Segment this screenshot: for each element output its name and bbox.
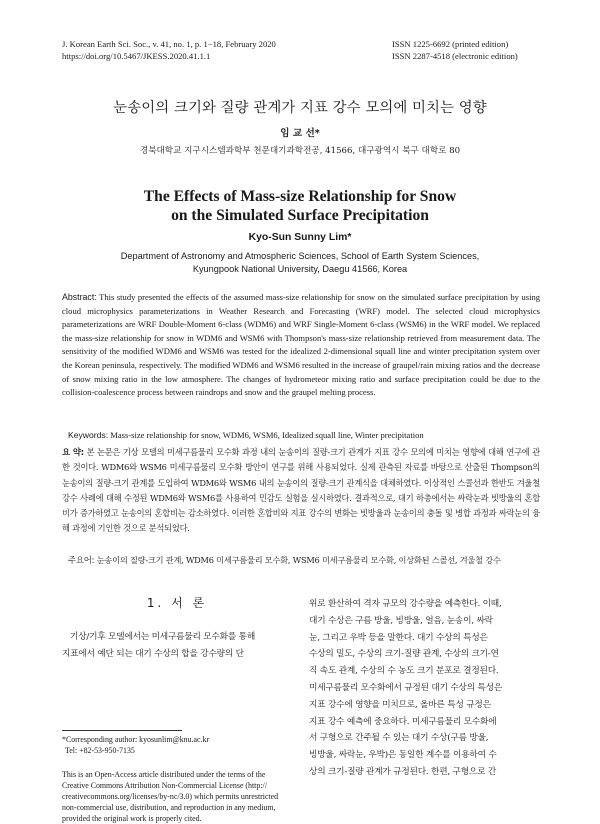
issn-electronic: ISSN 2287-4518 (electronic edition) — [392, 51, 518, 61]
body-line: 서 구형으로 간주될 수 있는 대기 수상(구름 방울, — [309, 733, 489, 744]
author-tel: Tel: +82-53-950-7135 — [65, 746, 135, 755]
korean-title: 눈송이의 크기와 질량 관계가 지표 강수 모의에 미치는 영향 — [113, 100, 487, 116]
corresponding-footnote — [62, 734, 292, 756]
license-line: This is an Open-Access article distributed under the terms of the — [62, 770, 266, 779]
body-line: 수상의 밀도, 수상의 크기-질량 관계, 수상의 크기-연 — [309, 649, 499, 660]
abstract-label: Abstract: — [62, 292, 97, 302]
license-line: Creative Commons Attribution Non-Commercial License (http:// — [62, 781, 267, 790]
corresponding-author: *Corresponding author: kyosunlim@knu.ac.kr — [62, 735, 210, 744]
keywords-label: Keywords: — [68, 430, 109, 440]
body-line: 직 속도 관계, 수상의 수 농도 크기 분포로 결정된다. — [309, 666, 499, 677]
english-keywords — [68, 430, 538, 440]
journal-header — [62, 38, 276, 62]
body-right-column — [309, 596, 539, 781]
footnote-divider — [62, 730, 182, 731]
license-line: creativecommons.org/licenses/by-nc/3.0) which permits unrestricted — [62, 792, 279, 801]
english-title — [0, 188, 600, 225]
english-title-line-1: The Effects of Mass-size Relationship for Snow — [143, 188, 457, 205]
body-line: 대기 수상은 구름 방울, 빙방울, 얼음, 눈송이, 싸락 — [309, 615, 493, 626]
journal-citation: J. Korean Earth Sci. Soc., v. 41, no. 1, p. 1−18, February 2020 — [62, 39, 276, 49]
body-line: 빙방울, 싸락눈, 우박)은 동일한 계수를 이용하여 수 — [309, 750, 497, 761]
body-line: 미세구름물리 모수화에서 규정된 대기 수상의 특성은 — [309, 682, 503, 693]
section-heading-introduction: 1. 서 론 — [146, 596, 208, 610]
body-line: 상의 크기-질량 관계가 규정된다. 한편, 구형으로 간 — [309, 766, 497, 777]
korean-keywords-label: 주요어: — [68, 555, 95, 565]
korean-abstract — [62, 445, 540, 537]
body-left-column — [62, 629, 292, 663]
english-affiliation — [0, 250, 600, 276]
english-title-line-2: on the Simulated Surface Precipitation — [171, 206, 429, 224]
abstract-text: This study presented the effects of the assumed mass-size relationship for snow on the simulated surface precipitation by using cloud microphysics parameterizations in Weather Research and Forecasting (WRF) model. The selected cloud microphysics parameterizations are WRF Double-Moment 6-class (WDM6) and WRF Single-Moment 6-class (WSM6) in the WRF model. We replaced the mass-size relationship for snow in WDM6 and WSM6 with Thompson's mass-size relationship retrieved from measurement data. The sensitivity of the modified WDM6 and WSM6 was tested for the idealized 2-dimensional squall line and winter precipitation system over the Korean peninsula, respectively. The modified WDM6 and WSM6 resulted in the increase of graupel/rain mixing ratios and the decrease of snow mixing ratio in the low atmosphere. The changes of hydrometeor mixing ratio and surface precipitation could be due to the collision-coalescence process between raindrops and snow and the graupel melting process. — [62, 292, 540, 398]
body-line: 지표 강수 예측에 중요하다. 미세구름물리 모수화에 — [309, 716, 497, 727]
korean-author: 임 교 선* — [280, 128, 320, 139]
english-abstract — [62, 291, 540, 400]
license-line: non-commercial use, distribution, and reproduction in any medium, — [62, 803, 276, 812]
issn-print: ISSN 1225-6692 (printed edition) — [392, 39, 509, 49]
korean-keywords — [68, 554, 538, 566]
korean-affiliation: 경북대학교 지구시스템과학부 천문대기과학전공, 41566, 대구광역시 북구 대학로 80 — [139, 146, 461, 156]
license-notice — [62, 769, 292, 824]
body-line: 위로 환산하여 격자 규모의 강수량을 예측한다. 이때, — [309, 599, 502, 609]
body-line: 지표 강수에 영향을 미치므로, 올바른 특성 규정은 — [309, 699, 491, 710]
korean-abstract-text: 본 논문은 기상 모델의 미세구름물리 모수화 과정 내의 눈송이의 질량-크기 관계가 지표 강수 모의에 미치는 영향에 대해 연구에 관한 것이다. WDM6와 WSM6 미세구름물리 모수화 방안이 연구를 위해 사용되었다. 실제 관측된 자료를 바탕으로 산출된 Thompson의 눈송이의 질량-크기 관계를 도입하여 WDM6와 WSM6 내의 눈송이의 질량-크기 관계식을 대체하였다. 이상적인 스콜선과 한반도 겨울철 강수 사례에 대해 수정된 WDM6와 WSM6를 사용하여 민감도 실험을 실시하였다. 결과적으로, 대기 하층에서는 싸락눈과 빗방울의 혼합비가 증가하였고 눈송이의 혼합비는 감소하였다. 이러한 혼합비와 지표 강수의 변화는 빗방울과 눈송이의 충돌 및 병합 과정과 싸락눈의 융해 과정에 기인한 것으로 분석되었다. — [62, 447, 540, 534]
issn-header — [392, 38, 518, 62]
body-line: 눈, 그리고 우박 등을 말한다. 대기 수상의 특성은 — [309, 632, 488, 643]
korean-abstract-label: 요 약: — [62, 447, 84, 457]
english-affiliation-line-1: Department of Astronomy and Atmospheric Sciences, School of Earth System Sciences, — [120, 251, 480, 261]
license-line: provided the original work is properly cited. — [62, 814, 202, 823]
korean-keywords-text: 눈송이의 질량-크기 관계, WDM6 미세구름물리 모수화, WSM6 미세구름물리 모수화, 이상화된 스콜선, 겨울철 강수 — [96, 555, 501, 565]
keywords-text: Mass-size relationship for snow, WDM6, WSM6, Idealized squall line, Winter precipitation — [110, 430, 424, 440]
body-line: 기상/기후 모델에서는 미세구름물리 모수화를 통해 — [70, 632, 256, 642]
body-line: 지표에서 예단 되는 대기 수상의 합을 강수량의 단 — [62, 648, 244, 659]
doi-link[interactable]: https://doi.org/10.5467/JKESS.2020.41.1.1 — [62, 51, 211, 61]
english-author: Kyo-Sun Sunny Lim* — [248, 232, 352, 243]
english-affiliation-line-2: Kyungpook National University, Daegu 41566, Korea — [192, 264, 408, 274]
